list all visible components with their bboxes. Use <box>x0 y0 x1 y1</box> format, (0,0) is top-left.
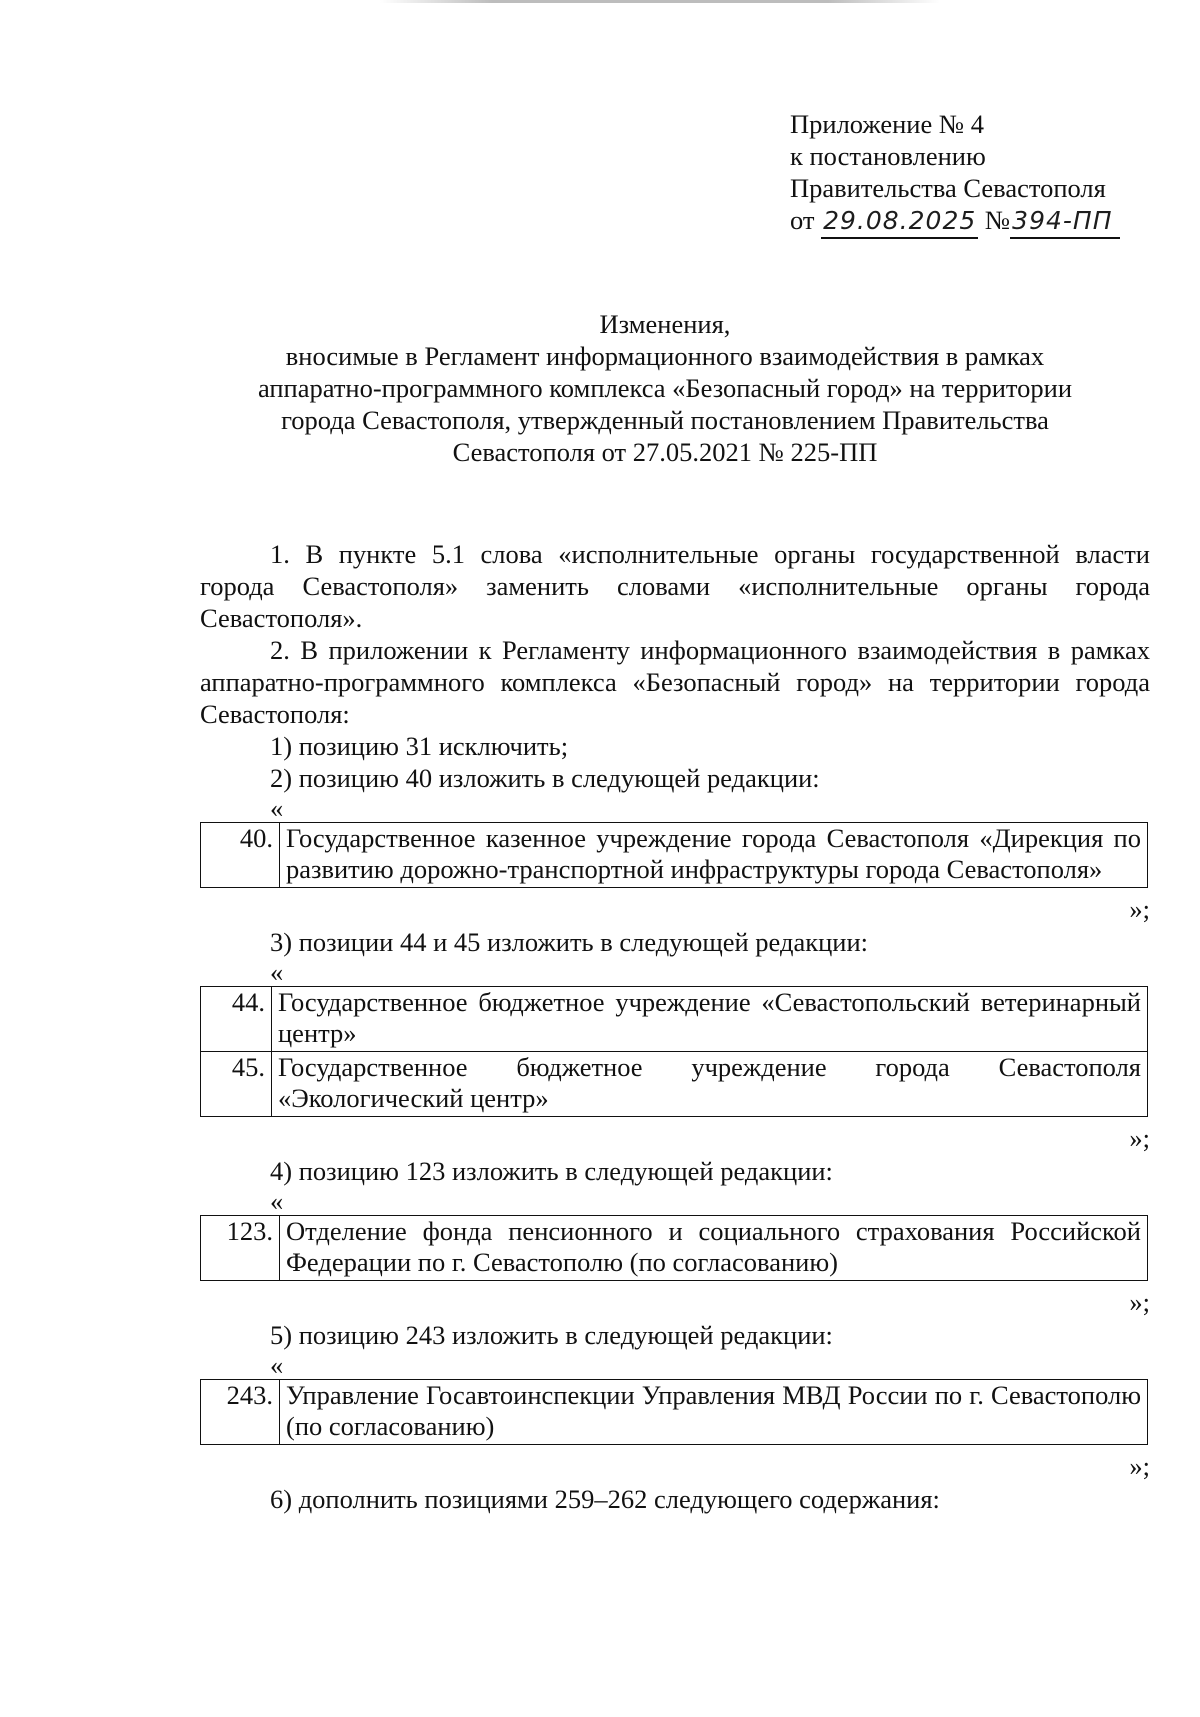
appendix-to-resolution: к постановлению <box>790 141 986 171</box>
table-row <box>201 1052 1148 1117</box>
quote-close-2: »; <box>1129 1123 1150 1153</box>
appendix-date-line <box>790 204 1190 239</box>
document-body <box>200 538 1150 1515</box>
position-text: Отделение фонда пенсионного и социального страхования Российской Федерации по г. Севастополю (по согласованию) <box>280 1216 1148 1281</box>
position-text: Управление Госавтоинспекции Управления МВД России по г. Севастополю (по согласованию) <box>280 1380 1148 1445</box>
subitem-5: 5) позицию 243 изложить в следующей редакции: <box>270 1320 833 1350</box>
position-text: Государственное бюджетное учреждение «Севастопольский ветеринарный центр» <box>272 987 1148 1052</box>
appendix-number: Приложение № 4 <box>790 109 985 139</box>
subitem-1: 1) позицию 31 исключить; <box>270 731 569 761</box>
quote-open-3: « <box>270 1186 284 1216</box>
position-number: 45. <box>201 1052 272 1117</box>
from-label: от <box>790 205 815 235</box>
quote-close-3: »; <box>1129 1287 1150 1317</box>
position-number: 40. <box>201 823 280 888</box>
title-line-1: Изменения, <box>599 309 731 339</box>
number-label: № <box>984 205 1011 235</box>
position-table-40 <box>200 822 1148 888</box>
subitem-2: 2) позицию 40 изложить в следующей редакции: <box>270 763 820 793</box>
quote-open-4: « <box>270 1350 284 1380</box>
position-table-44-45 <box>200 986 1148 1117</box>
subitem-6: 6) дополнить позициями 259–262 следующего содержания: <box>270 1484 940 1514</box>
table-row <box>201 987 1148 1052</box>
quote-open-2: « <box>270 957 284 987</box>
quote-close-4: »; <box>1129 1451 1150 1481</box>
scan-edge-artifact <box>380 0 940 3</box>
document-title <box>200 308 1130 468</box>
paragraph-2: 2. В приложении к Регламенту информационного взаимодействия в рамках аппаратно-программного комплекса «Безопасный город» на территории города Севастополя: <box>200 635 1150 729</box>
subitem-4: 4) позицию 123 изложить в следующей редакции: <box>270 1156 833 1186</box>
title-line-4: города Севастополя, утвержденный постановлением Правительства <box>281 405 1049 435</box>
title-line-2: вносимые в Регламент информационного взаимодействия в рамках <box>285 341 1045 371</box>
quote-open-1: « <box>270 793 284 823</box>
appendix-header <box>790 108 1190 239</box>
position-number: 123. <box>201 1216 280 1281</box>
appendix-government: Правительства Севастополя <box>790 173 1106 203</box>
table-row <box>201 1380 1148 1445</box>
paragraph-1: 1. В пункте 5.1 слова «исполнительные органы государственной власти города Севастополя» заменить словами «исполнительные органы города Севастополя». <box>200 539 1150 633</box>
position-table-243 <box>200 1379 1148 1445</box>
position-text: Государственное казенное учреждение города Севастополя «Дирекция по развитию дорожно-транспортной инфраструктуры города Севастополя» <box>280 823 1148 888</box>
position-number: 243. <box>201 1380 280 1445</box>
handwritten-number: 394-ПП <box>1010 205 1120 239</box>
quote-close-1: »; <box>1129 894 1150 924</box>
table-row <box>201 823 1148 888</box>
table-row <box>201 1216 1148 1281</box>
position-text: Государственное бюджетное учреждение города Севастополя «Экологический центр» <box>272 1052 1148 1117</box>
position-table-123 <box>200 1215 1148 1281</box>
title-line-5: Севастополя от 27.05.2021 № 225-ПП <box>452 437 878 467</box>
position-number: 44. <box>201 987 272 1052</box>
handwritten-date: 29.08.2025 <box>821 205 978 239</box>
title-line-3: аппаратно-программного комплекса «Безопасный город» на территории <box>257 373 1073 403</box>
subitem-3: 3) позиции 44 и 45 изложить в следующей редакции: <box>270 927 868 957</box>
